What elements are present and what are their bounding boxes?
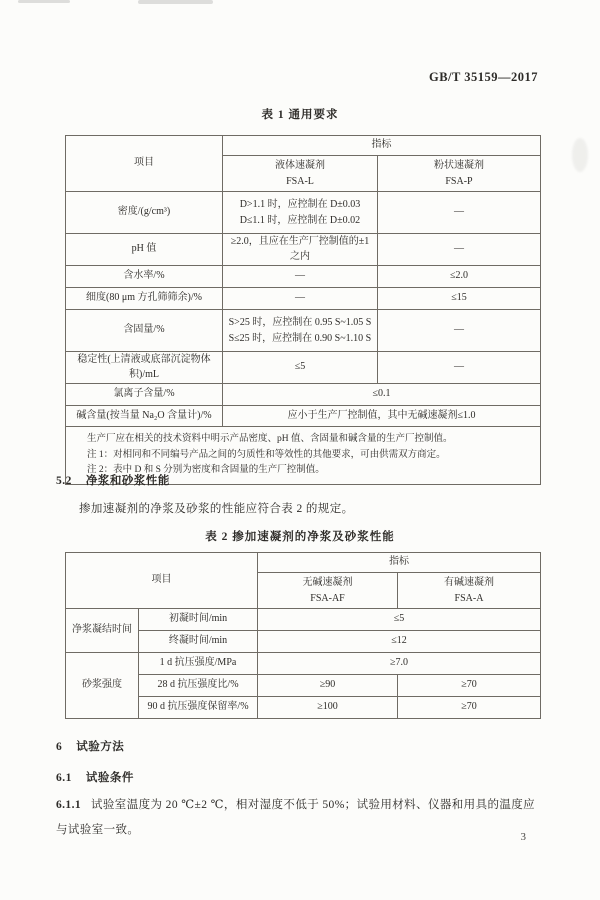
table2-paste-mortar-performance [65,552,541,719]
page-number: 3 [520,831,526,843]
cell-water-powder: ≤2.0 [378,266,541,288]
cell-final-setting-value: ≤12 [258,631,541,653]
table2-col-index: 指标 [258,553,541,573]
heading-5-2 [56,472,170,488]
cell-ph-item: pH 值 [66,234,223,266]
cell-28d-strength-item: 28 d 抗压强度比/% [139,675,258,697]
table1-col-index: 指标 [223,136,541,156]
cell-final-setting-item: 终凝时间/min [139,631,258,653]
cell-initial-setting-value: ≤5 [258,609,541,631]
cell-fineness-liquid: — [223,288,378,310]
scan-artifact [572,138,588,172]
table-row-density [66,192,541,234]
table2-caption: 表 2 掺加速凝剂的净浆及砂浆性能 [205,531,395,543]
heading-6-1 [56,769,134,785]
liquid-accelerator-label: 液体速凝剂 [275,159,325,171]
note-control-values: 生产厂应在相关的技术资料中明示产品密度、pH 值、含固量和碱含量的生产厂控制值。 [87,434,453,444]
table-row-ph [66,234,541,266]
cell-ph-powder: — [378,234,541,266]
standard-number: GB/T 35159—2017 [428,70,538,84]
alkali-free-accelerator-code: FSA-AF [310,592,345,604]
cell-water-item: 含水率/% [66,266,223,288]
scan-artifact [138,0,213,4]
table1-col-powder [378,156,541,192]
heading-5-2-title: 净浆和砂浆性能 [85,475,170,487]
cell-90d-strength-item: 90 d 抗压强度保留率/% [139,697,258,719]
cell-1d-strength-value: ≥7.0 [258,653,541,675]
table-row-water-content [66,266,541,288]
cell-water-liquid: — [223,266,378,288]
table2-header-row-1 [66,553,541,573]
cell-initial-setting-item: 初凝时间/min [139,609,258,631]
cell-28d-strength-af: ≥90 [258,675,398,697]
cell-density-item: 密度/(g/cm³) [66,192,223,234]
scan-artifact [18,0,70,3]
table2-col-alkali-free [258,573,398,609]
cell-alkali-item: 碱含量(按当量 Na₂O 含量计)/% [66,406,223,427]
table1-col-liquid [223,156,378,192]
table-row-initial-setting [66,609,541,631]
cell-solid-item: 含固量/% [66,310,223,352]
paragraph-6-1-1-text: 试验室温度为 20 ℃±2 ℃，相对湿度不低于 50%；试验用材料、仪器和用具的温度应与试验室一致。 [56,799,536,836]
note-1: 注 1：对相同和不同编号产品之间的匀质性和等效性的其他要求，可由供需双方商定。 [87,449,446,460]
table1-col-item: 项目 [66,136,223,192]
table-row-1d-strength [66,653,541,675]
cell-density-powder: — [378,192,541,234]
paragraph-5-2: 掺加速凝剂的净浆及砂浆的性能应符合表 2 的规定。 [79,503,354,515]
cell-chloride-value: ≤0.1 [223,384,541,406]
note-2: 注 2：表中 D 和 S 分别为密度和含固量的生产厂控制值。 [87,465,325,475]
cell-solid-powder: — [378,310,541,352]
cell-ph-liquid: ≥2.0，且应在生产厂控制值的±1 之内 [223,234,378,266]
heading-6-number: 6 [56,741,63,753]
cell-stability-item: 稳定性(上清液或底部沉淀物体积)/mL [66,352,223,384]
powder-accelerator-code: FSA-P [445,175,473,187]
table-row-chloride [66,384,541,406]
table1-general-requirements [65,135,541,485]
cell-stability-liquid: ≤5 [223,352,378,384]
cell-chloride-item: 氯离子含量/% [66,384,223,406]
table2-col-alkaline [398,573,541,609]
powder-accelerator-label: 粉状速凝剂 [434,159,484,171]
table1-header-row-1 [66,136,541,156]
table-row-fineness [66,288,541,310]
cell-solid-liquid: S>25 时，应控制在 0.95 S~1.05 S S≤25 时，应控制在 0.90 S~1.10 S [223,310,378,352]
table-row-stability [66,352,541,384]
heading-6 [56,738,124,754]
cell-density-liquid: D>1.1 时，应控制在 D±0.03 D≤1.1 时，应控制在 D±0.02 [223,192,378,234]
table-row-alkali [66,406,541,427]
cell-fineness-powder: ≤15 [378,288,541,310]
cell-1d-strength-item: 1 d 抗压强度/MPa [139,653,258,675]
cell-group-paste-setting: 净浆凝结时间 [66,609,139,653]
alkaline-accelerator-code: FSA-A [454,592,484,604]
table1-caption: 表 1 通用要求 [261,109,339,121]
alkaline-accelerator-label: 有碱速凝剂 [444,576,494,588]
alkali-free-accelerator-label: 无碱速凝剂 [302,576,353,588]
cell-group-mortar-strength: 砂浆强度 [66,653,139,719]
paragraph-6-1-1-number: 6.1.1 [56,799,81,811]
cell-28d-strength-a: ≥70 [398,675,541,697]
table-row-solid-content [66,310,541,352]
heading-6-1-number: 6.1 [56,772,72,784]
heading-6-title: 试验方法 [76,741,125,753]
cell-stability-powder: — [378,352,541,384]
liquid-accelerator-code: FSA-L [286,175,314,187]
heading-5-2-number: 5.2 [56,475,72,487]
cell-fineness-item: 细度(80 μm 方孔筛筛余)/% [66,288,223,310]
cell-90d-strength-a: ≥70 [398,697,541,719]
cell-alkali-value: 应小于生产厂控制值，其中无碱速凝剂≤1.0 [223,406,541,427]
paragraph-6-1-1 [56,793,546,843]
table2-col-item: 项目 [66,553,258,609]
heading-6-1-title: 试验条件 [85,772,134,784]
cell-90d-strength-af: ≥100 [258,697,398,719]
